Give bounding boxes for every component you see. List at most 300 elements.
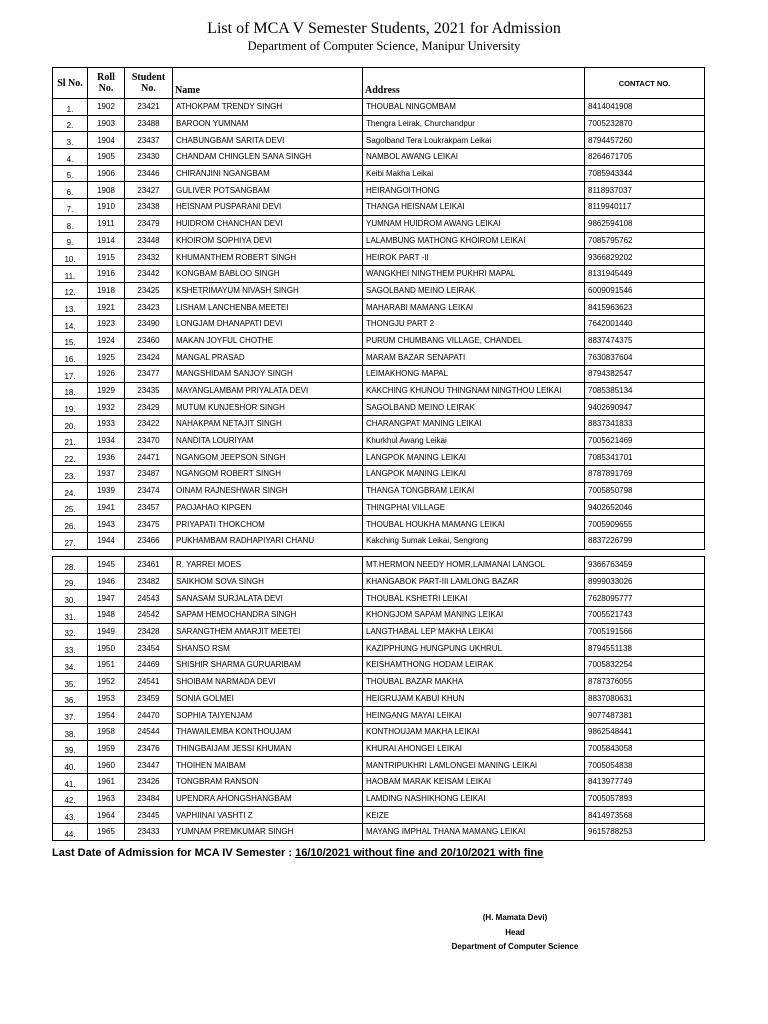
- cell-student-no: 23466: [125, 532, 173, 549]
- cell-roll: 1949: [88, 623, 125, 640]
- table-row: [53, 282, 705, 299]
- cell-contact: 8414973568: [585, 807, 705, 824]
- cell-student-no: 23424: [125, 349, 173, 366]
- cell-sl: 27.: [53, 532, 88, 549]
- cell-sl: 4.: [53, 149, 88, 166]
- cell-sl: 24.: [53, 482, 88, 499]
- cell-sl: 25.: [53, 499, 88, 516]
- table-row: [53, 723, 705, 740]
- cell-contact: 8787891769: [585, 466, 705, 483]
- cell-student-no: 23422: [125, 416, 173, 433]
- cell-sl: 42.: [53, 790, 88, 807]
- cell-contact: 8794382547: [585, 366, 705, 383]
- cell-name: PRIYAPATI THOKCHOM: [173, 516, 363, 533]
- cell-sl: 33.: [53, 640, 88, 657]
- cell-student-no: 24544: [125, 723, 173, 740]
- cell-student-no: 24543: [125, 590, 173, 607]
- cell-student-no: 23426: [125, 773, 173, 790]
- cell-sl: 20.: [53, 416, 88, 433]
- table-row: [53, 315, 705, 332]
- cell-address: PURUM CHUMBANG VILLAGE, CHANDEL: [363, 332, 585, 349]
- cell-contact: 9077487381: [585, 707, 705, 724]
- cell-student-no: 23488: [125, 115, 173, 132]
- cell-student-no: 23442: [125, 265, 173, 282]
- cell-sl: 13.: [53, 299, 88, 316]
- cell-name: THAWAILEMBA KONTHOUJAM: [173, 723, 363, 740]
- table-row: [53, 657, 705, 674]
- table-row: [53, 740, 705, 757]
- cell-contact: 8999033026: [585, 573, 705, 590]
- cell-student-no: 23477: [125, 366, 173, 383]
- cell-contact: 7628095777: [585, 590, 705, 607]
- table-row: [53, 640, 705, 657]
- col-header-address: Address: [363, 68, 585, 99]
- cell-contact: 7005832254: [585, 657, 705, 674]
- cell-sl: 37.: [53, 707, 88, 724]
- table-row: [53, 99, 705, 116]
- cell-address: THONGJU PART 2: [363, 315, 585, 332]
- cell-contact: 7005621469: [585, 432, 705, 449]
- cell-address: Sagolband Tera Loukrakpam Leikai: [363, 132, 585, 149]
- table-row: [53, 249, 705, 266]
- cell-sl: 18.: [53, 382, 88, 399]
- col-header-student: Student No.: [125, 68, 173, 99]
- table-row: [53, 265, 705, 282]
- table-row: [53, 449, 705, 466]
- cell-student-no: 23484: [125, 790, 173, 807]
- cell-address: KHURAI AHONGEI LEIKAI: [363, 740, 585, 757]
- cell-address: Keibi Makha Leikai: [363, 165, 585, 182]
- cell-name: SAIKHOM SOVA SINGH: [173, 573, 363, 590]
- cell-sl: 22.: [53, 449, 88, 466]
- cell-name: KONGBAM BABLOO SINGH: [173, 265, 363, 282]
- cell-roll: 1914: [88, 232, 125, 249]
- cell-contact: 7005850798: [585, 482, 705, 499]
- cell-address: LANGPOK MANING LEIKAI: [363, 466, 585, 483]
- cell-roll: 1937: [88, 466, 125, 483]
- cell-sl: 8.: [53, 215, 88, 232]
- cell-sl: 21.: [53, 432, 88, 449]
- cell-address: THANGA TONGBRAM LEIKAI: [363, 482, 585, 499]
- table-row: [53, 557, 705, 574]
- cell-roll: 1908: [88, 182, 125, 199]
- cell-roll: 1910: [88, 199, 125, 216]
- cell-contact: 7085943344: [585, 165, 705, 182]
- table-row: [53, 516, 705, 533]
- cell-address: LALAMBUNG MATHONG KHOIROM LEIKAI: [363, 232, 585, 249]
- cell-student-no: 23460: [125, 332, 173, 349]
- table-row: [53, 623, 705, 640]
- cell-sl: 16.: [53, 349, 88, 366]
- cell-address: KAZIPPHUNG HUNGPUNG UKHRUL: [363, 640, 585, 657]
- cell-sl: 15.: [53, 332, 88, 349]
- col-header-roll: Roll No.: [88, 68, 125, 99]
- table-row: [53, 165, 705, 182]
- cell-contact: 8837474375: [585, 332, 705, 349]
- cell-contact: 8837080631: [585, 690, 705, 707]
- table-row: [53, 149, 705, 166]
- cell-address: KEISHAMTHONG HODAM LEIRAK: [363, 657, 585, 674]
- last-date-label: Last Date of Admission for MCA IV Semester :: [52, 847, 296, 859]
- cell-contact: 9402652046: [585, 499, 705, 516]
- cell-address: THOUBAL HOUKHA MAMANG LEIKAI: [363, 516, 585, 533]
- cell-sl: 7.: [53, 199, 88, 216]
- cell-contact: 8264671705: [585, 149, 705, 166]
- cell-sl: 36.: [53, 690, 88, 707]
- cell-name: HEISNAM PUSPARANI DEVI: [173, 199, 363, 216]
- cell-contact: 7085385134: [585, 382, 705, 399]
- cell-address: THOUBAL NINGOMBAM: [363, 99, 585, 116]
- table-row: [53, 466, 705, 483]
- cell-address: THANGA HEISNAM LEIKAI: [363, 199, 585, 216]
- cell-address: HEIGRUJAM KABUI KHUN: [363, 690, 585, 707]
- cell-name: CHABUNGBAM SARITA DEVI: [173, 132, 363, 149]
- cell-name: PUKHAMBAM RADHAPIYARI CHANU: [173, 532, 363, 549]
- cell-roll: 1925: [88, 349, 125, 366]
- table-row: [53, 232, 705, 249]
- cell-roll: 1951: [88, 657, 125, 674]
- cell-student-no: 24542: [125, 607, 173, 624]
- table-row: [53, 399, 705, 416]
- table-row: [53, 532, 705, 549]
- cell-address: KEIZE: [363, 807, 585, 824]
- student-table-1: [52, 67, 705, 550]
- cell-address: THINGPHAI VILLAGE: [363, 499, 585, 516]
- cell-contact: 9862594108: [585, 215, 705, 232]
- col-header-contact: CONTACT NO.: [585, 68, 705, 99]
- cell-student-no: 23428: [125, 623, 173, 640]
- cell-roll: 1916: [88, 265, 125, 282]
- cell-name: GULIVER POTSANGBAM: [173, 182, 363, 199]
- cell-address: HAOBAM MARAK KEISAM LEIKAI: [363, 773, 585, 790]
- cell-name: KSHETRIMAYUM NIVASH SINGH: [173, 282, 363, 299]
- cell-address: SAGOLBAND MEINO LEIRAK: [363, 282, 585, 299]
- cell-roll: 1915: [88, 249, 125, 266]
- cell-contact: 8794551138: [585, 640, 705, 657]
- cell-student-no: 23479: [125, 215, 173, 232]
- cell-address: LEIMAKHONG MAPAL: [363, 366, 585, 383]
- table-row: [53, 807, 705, 824]
- cell-contact: 7005843058: [585, 740, 705, 757]
- cell-student-no: 23437: [125, 132, 173, 149]
- cell-name: VAPHIINAI VASHTI Z: [173, 807, 363, 824]
- cell-roll: 1906: [88, 165, 125, 182]
- cell-name: MAKAN JOYFUL CHOTHE: [173, 332, 363, 349]
- table-row: [53, 673, 705, 690]
- cell-student-no: 23474: [125, 482, 173, 499]
- cell-roll: 1941: [88, 499, 125, 516]
- table-row: [53, 115, 705, 132]
- cell-sl: 35.: [53, 673, 88, 690]
- cell-name: SHANSO RSM: [173, 640, 363, 657]
- cell-roll: 1902: [88, 99, 125, 116]
- cell-student-no: 23490: [125, 315, 173, 332]
- cell-name: PAOJAHAO KIPGEN: [173, 499, 363, 516]
- cell-name: SHISHIR SHARMA GURUARIBAM: [173, 657, 363, 674]
- cell-contact: 7005191566: [585, 623, 705, 640]
- cell-name: SANASAM SURJALATA DEVI: [173, 590, 363, 607]
- cell-roll: 1943: [88, 516, 125, 533]
- cell-address: KONTHOUJAM MAKHA LEIKAI: [363, 723, 585, 740]
- cell-name: UPENDRA AHONGSHANGBAM: [173, 790, 363, 807]
- cell-name: SONIA GOLMEI: [173, 690, 363, 707]
- cell-roll: 1905: [88, 149, 125, 166]
- cell-contact: 8837226799: [585, 532, 705, 549]
- cell-roll: 1924: [88, 332, 125, 349]
- cell-student-no: 24469: [125, 657, 173, 674]
- cell-contact: 8794457260: [585, 132, 705, 149]
- cell-student-no: 23429: [125, 399, 173, 416]
- table-header-row: [53, 68, 705, 99]
- cell-student-no: 23447: [125, 757, 173, 774]
- cell-contact: 8414041908: [585, 99, 705, 116]
- cell-student-no: 23427: [125, 182, 173, 199]
- cell-contact: 7085341701: [585, 449, 705, 466]
- cell-name: HUIDROM CHANCHAN DEVI: [173, 215, 363, 232]
- cell-roll: 1965: [88, 824, 125, 841]
- cell-name: MANGSHIDAM SANJOY SINGH: [173, 366, 363, 383]
- cell-roll: 1904: [88, 132, 125, 149]
- cell-sl: 34.: [53, 657, 88, 674]
- col-header-sl: Sl No.: [53, 68, 88, 99]
- cell-name: MUTUM KUNJESHOR SINGH: [173, 399, 363, 416]
- cell-student-no: 24470: [125, 707, 173, 724]
- cell-student-no: 24541: [125, 673, 173, 690]
- cell-sl: 41.: [53, 773, 88, 790]
- cell-roll: 1960: [88, 757, 125, 774]
- cell-roll: 1945: [88, 557, 125, 574]
- cell-sl: 23.: [53, 466, 88, 483]
- cell-student-no: 23475: [125, 516, 173, 533]
- signatory-name: (H. Mamata Devi): [482, 913, 548, 922]
- cell-roll: 1959: [88, 740, 125, 757]
- cell-roll: 1903: [88, 115, 125, 132]
- cell-contact: 7005521743: [585, 607, 705, 624]
- cell-contact: 8119940117: [585, 199, 705, 216]
- cell-contact: 8131945449: [585, 265, 705, 282]
- cell-contact: 7005909655: [585, 516, 705, 533]
- cell-sl: 26.: [53, 516, 88, 533]
- cell-sl: 6.: [53, 182, 88, 199]
- cell-contact: 8118937037: [585, 182, 705, 199]
- cell-name: SARANGTHEM AMARJIT MEETEI: [173, 623, 363, 640]
- table-row: [53, 199, 705, 216]
- cell-name: OINAM RAJNESHWAR SINGH: [173, 482, 363, 499]
- cell-sl: 17.: [53, 366, 88, 383]
- cell-student-no: 23421: [125, 99, 173, 116]
- cell-name: NGANGOM ROBERT SINGH: [173, 466, 363, 483]
- cell-sl: 11.: [53, 265, 88, 282]
- cell-name: SOPHIA TAIYENJAM: [173, 707, 363, 724]
- cell-name: KHOIROM SOPHIYA DEVI: [173, 232, 363, 249]
- cell-address: Kakching Sumak Leikai, Sengrong: [363, 532, 585, 549]
- table-row: [53, 707, 705, 724]
- cell-roll: 1953: [88, 690, 125, 707]
- table-row: [53, 416, 705, 433]
- table-row: [53, 773, 705, 790]
- cell-sl: 1.: [53, 99, 88, 116]
- cell-student-no: 23433: [125, 824, 173, 841]
- cell-contact: 8837341833: [585, 416, 705, 433]
- cell-contact: 9615788253: [585, 824, 705, 841]
- cell-contact: 9366763459: [585, 557, 705, 574]
- cell-student-no: 23438: [125, 199, 173, 216]
- cell-roll: 1961: [88, 773, 125, 790]
- cell-roll: 1947: [88, 590, 125, 607]
- table-row: [53, 790, 705, 807]
- cell-address: WANGKHEI NINGTHEM PUKHRI MAPAL: [363, 265, 585, 282]
- cell-student-no: 23461: [125, 557, 173, 574]
- cell-address: YUMNAM HUIDROM AWANG LEIKAI: [363, 215, 585, 232]
- cell-sl: 32.: [53, 623, 88, 640]
- last-date-value: 16/10/2021 without fine and 20/10/2021 with fine: [295, 847, 544, 859]
- cell-sl: 3.: [53, 132, 88, 149]
- cell-address: MT.HERMON NEEDY HOMR,LAIMANAI LANGOL: [363, 557, 585, 574]
- table-row: [53, 757, 705, 774]
- cell-roll: 1958: [88, 723, 125, 740]
- cell-roll: 1950: [88, 640, 125, 657]
- cell-student-no: 23423: [125, 299, 173, 316]
- cell-roll: 1934: [88, 432, 125, 449]
- table-row: [53, 432, 705, 449]
- table-row: [53, 607, 705, 624]
- cell-name: NAHAKPAM NETAJIT SINGH: [173, 416, 363, 433]
- table-row: [53, 482, 705, 499]
- page-title: List of MCA V Semester Students, 2021 for Admission: [207, 20, 561, 37]
- cell-name: MAYANGLAMBAM PRIYALATA DEVI: [173, 382, 363, 399]
- cell-name: NANDITA LOURIYAM: [173, 432, 363, 449]
- cell-sl: 30.: [53, 590, 88, 607]
- cell-address: THOUBAL KSHETRI LEIKAI: [363, 590, 585, 607]
- cell-address: NAMBOL AWANG LEIKAI: [363, 149, 585, 166]
- cell-sl: 28.: [53, 557, 88, 574]
- cell-name: CHIRANJINI NGANGBAM: [173, 165, 363, 182]
- cell-address: MARAM BAZAR SENAPATI: [363, 349, 585, 366]
- cell-contact: 9862548441: [585, 723, 705, 740]
- table-row: [53, 499, 705, 516]
- cell-roll: 1946: [88, 573, 125, 590]
- cell-roll: 1933: [88, 416, 125, 433]
- cell-roll: 1952: [88, 673, 125, 690]
- cell-name: CHANDAM CHINGLEN SANA SINGH: [173, 149, 363, 166]
- table-row: [53, 590, 705, 607]
- cell-address: SAGOLBAND MEINO LEIRAK: [363, 399, 585, 416]
- student-table-2: [52, 556, 705, 841]
- cell-roll: 1932: [88, 399, 125, 416]
- table-row: [53, 332, 705, 349]
- cell-address: THOUBAL BAZAR MAKHA: [363, 673, 585, 690]
- table-row: [53, 690, 705, 707]
- cell-address: KHONGJOM SAPAM MANING LEIKAI: [363, 607, 585, 624]
- cell-sl: 2.: [53, 115, 88, 132]
- cell-roll: 1936: [88, 449, 125, 466]
- cell-student-no: 23476: [125, 740, 173, 757]
- student-table-body-2: [53, 557, 705, 841]
- table-row: [53, 824, 705, 841]
- cell-sl: 39.: [53, 740, 88, 757]
- cell-address: LANGPOK MANING LEIKAI: [363, 449, 585, 466]
- cell-student-no: 23454: [125, 640, 173, 657]
- cell-name: LISHAM LANCHENBA MEETEI: [173, 299, 363, 316]
- signatory-department: Department of Computer Science: [451, 942, 579, 951]
- cell-roll: 1918: [88, 282, 125, 299]
- table-row: [53, 382, 705, 399]
- cell-contact: 9366829202: [585, 249, 705, 266]
- cell-roll: 1948: [88, 607, 125, 624]
- cell-sl: 29.: [53, 573, 88, 590]
- cell-contact: 7642001440: [585, 315, 705, 332]
- cell-student-no: 23448: [125, 232, 173, 249]
- table-row: [53, 366, 705, 383]
- cell-name: THOIHEN MAIBAM: [173, 757, 363, 774]
- cell-sl: 10.: [53, 249, 88, 266]
- cell-student-no: 23435: [125, 382, 173, 399]
- cell-roll: 1923: [88, 315, 125, 332]
- cell-address: KHANGABOK PART-III LAMLONG BAZAR: [363, 573, 585, 590]
- cell-roll: 1963: [88, 790, 125, 807]
- cell-contact: 8415963623: [585, 299, 705, 316]
- cell-student-no: 23432: [125, 249, 173, 266]
- cell-address: HEIROK PART -II: [363, 249, 585, 266]
- student-table-body-1: [53, 99, 705, 550]
- cell-name: LONGJAM DHANAPATI DEVI: [173, 315, 363, 332]
- cell-contact: 8413977749: [585, 773, 705, 790]
- cell-sl: 40.: [53, 757, 88, 774]
- cell-address: Thengra Leirak, Churchandpur: [363, 115, 585, 132]
- cell-contact: 7085795762: [585, 232, 705, 249]
- cell-roll: 1964: [88, 807, 125, 824]
- page-subtitle: Department of Computer Science, Manipur University: [247, 39, 521, 53]
- cell-student-no: 23457: [125, 499, 173, 516]
- table-row: [53, 349, 705, 366]
- cell-address: HEIRANGOITHONG: [363, 182, 585, 199]
- cell-roll: 1954: [88, 707, 125, 724]
- cell-student-no: 23459: [125, 690, 173, 707]
- cell-sl: 19.: [53, 399, 88, 416]
- cell-contact: 7005057893: [585, 790, 705, 807]
- cell-contact: 9402690947: [585, 399, 705, 416]
- cell-student-no: 24471: [125, 449, 173, 466]
- cell-roll: 1926: [88, 366, 125, 383]
- cell-address: MANTRIPUKHRI LAMLONGEI MANING LEIKAI: [363, 757, 585, 774]
- cell-contact: 6009091546: [585, 282, 705, 299]
- cell-student-no: 23470: [125, 432, 173, 449]
- cell-sl: 14.: [53, 315, 88, 332]
- cell-roll: 1921: [88, 299, 125, 316]
- cell-sl: 5.: [53, 165, 88, 182]
- cell-name: BAROON YUMNAM: [173, 115, 363, 132]
- cell-sl: 12.: [53, 282, 88, 299]
- cell-name: SAPAM HEMOCHANDRA SINGH: [173, 607, 363, 624]
- cell-address: LANGTHABAL LEP MAKHA LEIKAI: [363, 623, 585, 640]
- cell-name: R. YARREI MOES: [173, 557, 363, 574]
- cell-student-no: 23482: [125, 573, 173, 590]
- cell-student-no: 23446: [125, 165, 173, 182]
- table-row: [53, 215, 705, 232]
- cell-contact: 7005054838: [585, 757, 705, 774]
- last-date-notice: [52, 847, 543, 859]
- cell-contact: 7630837604: [585, 349, 705, 366]
- cell-roll: 1944: [88, 532, 125, 549]
- table-row: [53, 182, 705, 199]
- cell-name: NGANGOM JEEPSON SINGH: [173, 449, 363, 466]
- cell-contact: 8787376055: [585, 673, 705, 690]
- cell-sl: 43.: [53, 807, 88, 824]
- cell-student-no: 23430: [125, 149, 173, 166]
- cell-name: SHOIBAM NARMADA DEVI: [173, 673, 363, 690]
- cell-roll: 1911: [88, 215, 125, 232]
- cell-student-no: 23445: [125, 807, 173, 824]
